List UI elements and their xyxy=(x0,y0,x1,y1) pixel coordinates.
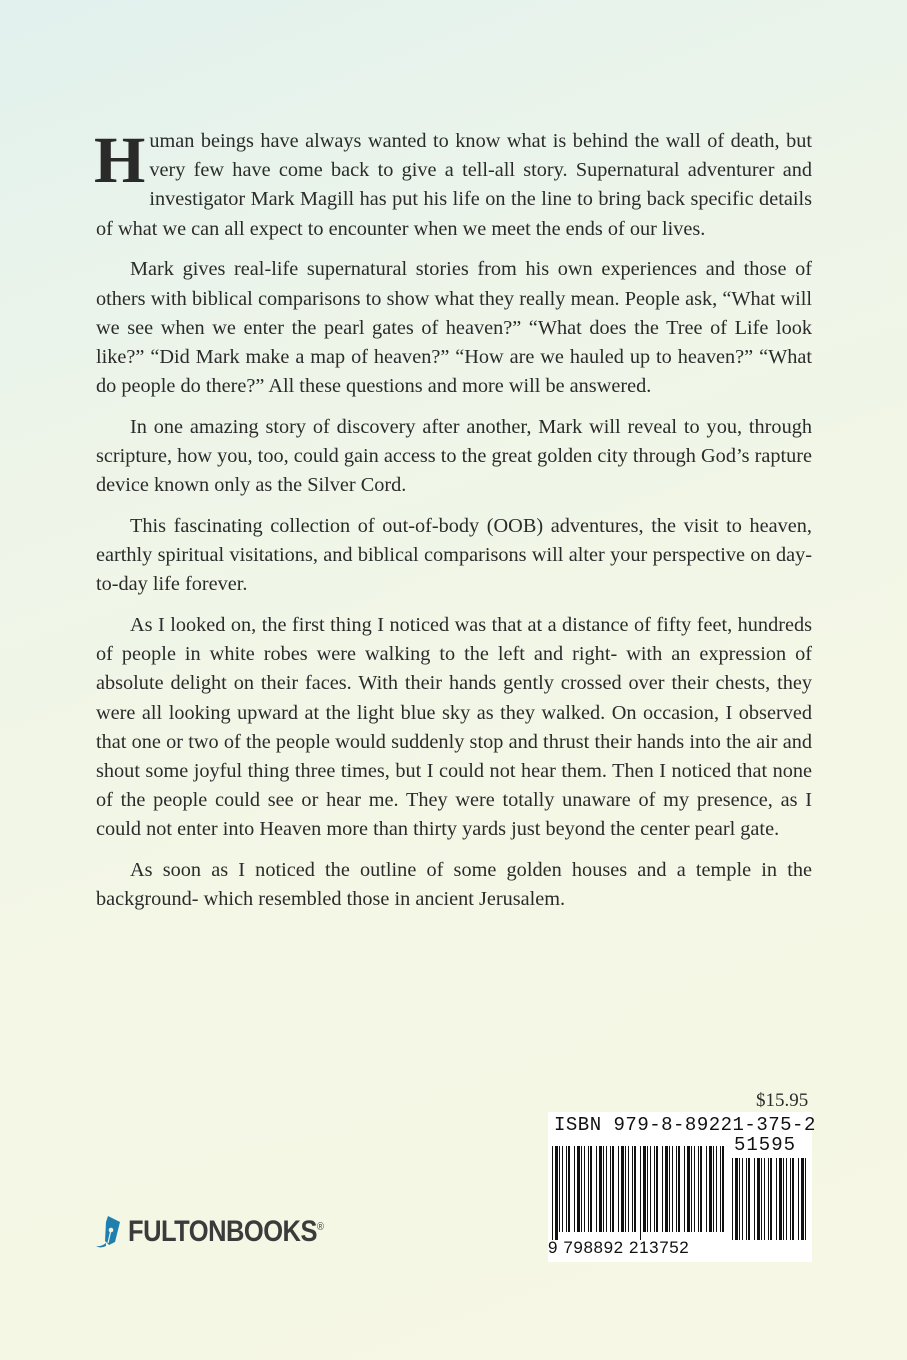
fountain-pen-nib-icon xyxy=(94,1212,124,1252)
barcode-bar xyxy=(732,1158,733,1240)
barcode-bar xyxy=(634,1146,636,1232)
barcode-bar xyxy=(713,1146,714,1232)
addon-barcode-bars xyxy=(732,1158,808,1240)
barcode-bar xyxy=(792,1158,794,1240)
barcode-bar xyxy=(640,1146,641,1240)
barcode-digits: 9 798892 213752 xyxy=(548,1238,690,1257)
barcode-bar xyxy=(691,1146,692,1232)
publisher-name xyxy=(128,1215,323,1249)
barcode-bar xyxy=(761,1158,762,1240)
barcode-bar xyxy=(656,1146,658,1232)
barcode-bar xyxy=(643,1146,646,1232)
blurb-paragraph-1 xyxy=(94,124,812,244)
barcode-bar xyxy=(805,1158,806,1240)
barcode-bar xyxy=(722,1146,724,1232)
publisher-name-part1: FULTON xyxy=(128,1215,226,1248)
barcode-bar xyxy=(735,1158,738,1240)
barcode-bar xyxy=(783,1158,784,1240)
barcode-bar xyxy=(746,1158,747,1240)
blurb-paragraph-4: This fascinating collection of out-of-body (OOB) adventures, the visit to heaven, earthly spiritual visitations, and biblical comparisons will alter your perspective on day-to-day life forever. xyxy=(96,514,812,596)
publisher-logo xyxy=(94,1212,358,1252)
barcode-bar xyxy=(716,1146,717,1232)
barcode-bar xyxy=(798,1158,799,1240)
barcode-bar xyxy=(676,1146,677,1232)
barcode-bar xyxy=(647,1146,648,1232)
barcode-bar xyxy=(618,1146,619,1232)
blurb-paragraph-5: As I looked on, the first thing I noticed was that at a distance of fifty feet, hundreds of people in white robes were walking to the left and right- with an expression of absolute delight on their faces. With their hands gently crossed over their chests, they were all looking upward at the light blue sky as they walked. On occasion, I observed that one or two of the people would suddenly stop and thrust their hands into the air and shout some joyful thing three times, but I could not hear them. Then I noticed that none of the people could see or hear me. They were totally unaware of my presence, as I could not enter into Heaven more than thirty yards just beyond the center pearl gate. xyxy=(96,614,812,841)
barcode-bar xyxy=(790,1158,791,1240)
barcode-bar xyxy=(678,1146,680,1232)
barcode-bar xyxy=(590,1146,592,1232)
barcode-bar xyxy=(562,1146,563,1232)
barcode-bar xyxy=(720,1146,721,1232)
barcode-bar xyxy=(669,1146,670,1232)
barcode-bar xyxy=(588,1146,589,1232)
blurb-paragraph-3: In one amazing story of discovery after another, Mark will reveal to you, through scripture, how you, too, could gain access to the great golden city through God’s rapture device known only as the Silver Cord. xyxy=(96,415,812,497)
barcode-bar xyxy=(742,1158,743,1240)
barcode-bar xyxy=(687,1146,690,1232)
blurb-paragraph-1-text: uman beings have always wanted to know what is behind the wall of death, but very few have come back to give a tell-all story. Supernatural adventurer and investigator Mark Magill has put his life on the line to bring back specific details of what we can all expect to encounter when we meet the ends of our lives. xyxy=(96,130,812,240)
barcode-bar xyxy=(584,1146,585,1232)
barcode-bar xyxy=(786,1158,787,1240)
barcode-bar xyxy=(700,1146,702,1232)
barcode-bar xyxy=(706,1146,707,1232)
barcode-bar xyxy=(621,1146,624,1232)
barcode-bar xyxy=(603,1146,604,1232)
drop-cap: H xyxy=(94,124,146,197)
barcode-bar xyxy=(770,1158,772,1240)
barcode-bar xyxy=(632,1146,633,1232)
barcode-bar xyxy=(662,1146,663,1232)
price-label: $15.95 xyxy=(756,1090,809,1111)
barcode-bar xyxy=(628,1146,629,1232)
publisher-name-part2: BOOKS xyxy=(225,1215,317,1248)
barcode-bar xyxy=(577,1146,580,1232)
barcode-bar xyxy=(748,1158,750,1240)
barcode-bar xyxy=(776,1158,777,1240)
isbn-barcode xyxy=(548,1112,816,1262)
barcode-bar xyxy=(757,1158,760,1240)
main-barcode-bars xyxy=(552,1146,728,1240)
barcode-bar xyxy=(779,1158,782,1240)
blurb-paragraph-6: As soon as I noticed the outline of some golden houses and a temple in the background- which resembled those in ancient Jerusalem. xyxy=(96,859,812,911)
barcode-bar xyxy=(552,1146,553,1240)
barcode-bar xyxy=(581,1146,582,1232)
barcode-bar xyxy=(568,1146,570,1232)
barcode-bar xyxy=(654,1146,655,1232)
blurb-paragraph-2: Mark gives real-life supernatural stories from his own experiences and those of others with biblical comparisons to show what they really mean. People ask, “What will we see when we enter the pearl gates of heaven?” “What does the Tree of Life look like?” “Did Mark make a map of heaven?” “How are we hauled up to heaven?” “What do people do there?” All these questions and more will be answered. xyxy=(96,258,812,398)
barcode-bar xyxy=(650,1146,651,1232)
barcode-bar xyxy=(754,1158,755,1240)
barcode-bar xyxy=(612,1146,614,1232)
barcode-bar xyxy=(698,1146,699,1232)
barcode-bar xyxy=(801,1158,804,1240)
barcode-bar xyxy=(694,1146,695,1232)
barcode-bar xyxy=(625,1146,626,1232)
registered-mark: ® xyxy=(316,1221,324,1233)
barcode-bar xyxy=(764,1158,765,1240)
barcode-bar xyxy=(684,1146,685,1232)
barcode-bar xyxy=(606,1146,607,1232)
barcode-bar xyxy=(768,1158,769,1240)
barcode-bar xyxy=(665,1146,668,1232)
barcode-price-code: 51595 xyxy=(734,1134,797,1156)
barcode-bar xyxy=(599,1146,602,1232)
barcode-bar xyxy=(596,1146,597,1232)
barcode-bar xyxy=(709,1146,712,1232)
barcode-bar xyxy=(574,1146,575,1232)
barcode-bar xyxy=(672,1146,673,1232)
barcode-bar xyxy=(566,1146,567,1232)
barcode-bar xyxy=(610,1146,611,1232)
barcode-bar xyxy=(559,1146,560,1232)
barcode-bar xyxy=(739,1158,740,1240)
barcode-bar xyxy=(555,1146,558,1240)
back-cover-blurb xyxy=(94,124,812,926)
isbn-label: ISBN 979-8-89221-375-2 xyxy=(554,1114,816,1136)
